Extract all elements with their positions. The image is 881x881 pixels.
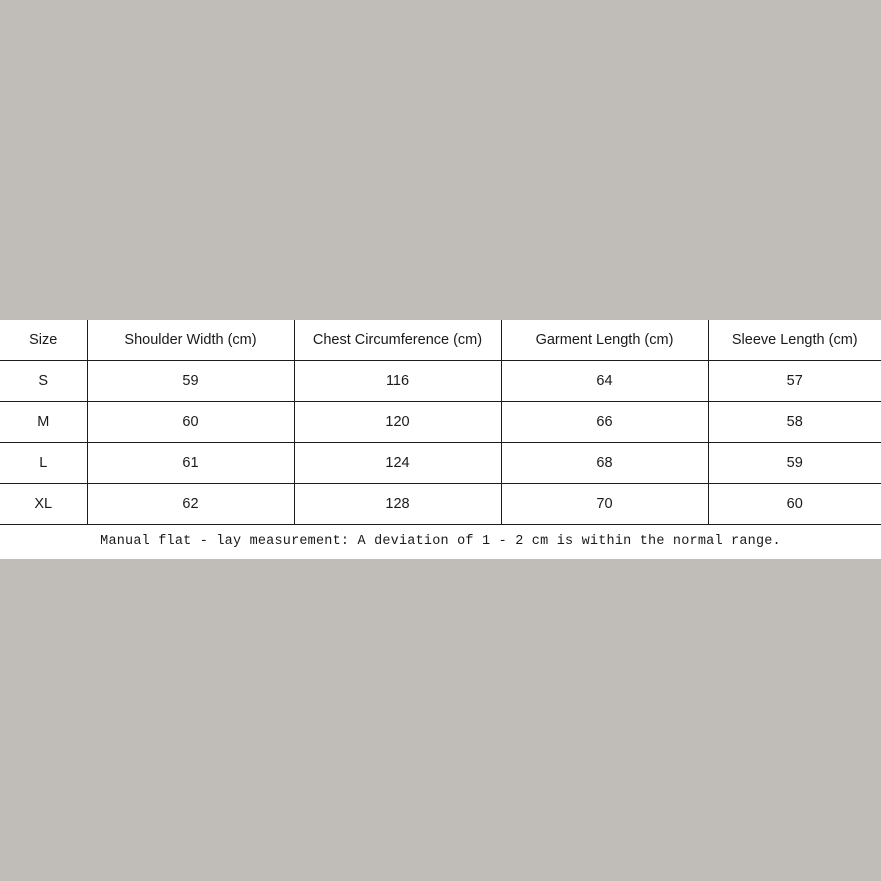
cell-length: 66 xyxy=(501,402,708,443)
cell-length: 70 xyxy=(501,484,708,525)
cell-size: S xyxy=(0,361,87,402)
cell-chest: 116 xyxy=(294,361,501,402)
column-header-chest-circumference: Chest Circumference (cm) xyxy=(294,320,501,361)
column-header-shoulder-width: Shoulder Width (cm) xyxy=(87,320,294,361)
measurement-note: Manual flat - lay measurement: A deviation of 1 - 2 cm is within the normal range. xyxy=(0,525,881,559)
table-row xyxy=(0,484,881,525)
cell-size: XL xyxy=(0,484,87,525)
column-header-sleeve-length: Sleeve Length (cm) xyxy=(708,320,881,361)
cell-chest: 120 xyxy=(294,402,501,443)
cell-chest: 128 xyxy=(294,484,501,525)
column-header-garment-length: Garment Length (cm) xyxy=(501,320,708,361)
cell-chest: 124 xyxy=(294,443,501,484)
cell-shoulder: 59 xyxy=(87,361,294,402)
cell-sleeve: 60 xyxy=(708,484,881,525)
cell-sleeve: 58 xyxy=(708,402,881,443)
size-chart-table xyxy=(0,320,881,525)
table-header-row xyxy=(0,320,881,361)
cell-size: M xyxy=(0,402,87,443)
size-chart xyxy=(0,320,881,559)
cell-shoulder: 61 xyxy=(87,443,294,484)
table-row xyxy=(0,361,881,402)
cell-sleeve: 57 xyxy=(708,361,881,402)
table-row xyxy=(0,443,881,484)
cell-shoulder: 60 xyxy=(87,402,294,443)
cell-length: 64 xyxy=(501,361,708,402)
table-row xyxy=(0,402,881,443)
cell-length: 68 xyxy=(501,443,708,484)
cell-size: L xyxy=(0,443,87,484)
column-header-size: Size xyxy=(0,320,87,361)
cell-shoulder: 62 xyxy=(87,484,294,525)
cell-sleeve: 59 xyxy=(708,443,881,484)
